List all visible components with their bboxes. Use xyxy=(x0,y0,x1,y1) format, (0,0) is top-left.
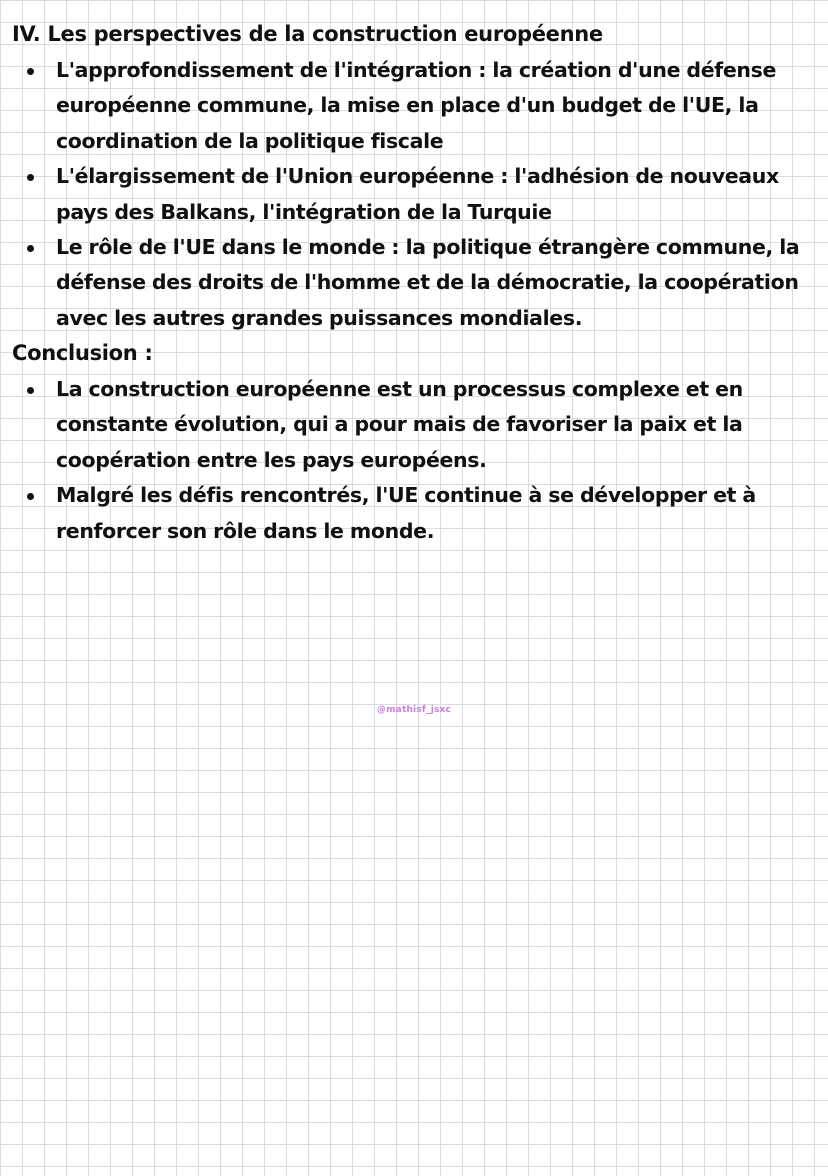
bullet-dot-icon xyxy=(27,174,34,181)
bullet-text: L'approfondissement de l'intégration : la création d'une défense européenne commune, la mise en place d'un budget de l'UE, la coordination de la politique fiscale xyxy=(56,58,777,153)
bullet-dot-icon xyxy=(27,68,34,75)
conclusion-bullet-2 xyxy=(0,478,828,549)
section-iv-bullet-3 xyxy=(0,230,828,336)
bullet-text: Malgré les défis rencontrés, l'UE continue à se développer et à renforcer son rôle dans le monde. xyxy=(56,483,756,543)
conclusion-title: Conclusion : xyxy=(12,341,153,365)
section-iv-title: IV. Les perspectives de la construction européenne xyxy=(12,22,603,46)
watermark-handle: @mathisf_jsxc xyxy=(376,705,452,715)
section-iv-bullet-2 xyxy=(0,159,828,230)
bullet-dot-icon xyxy=(27,245,34,252)
conclusion-bullet-1 xyxy=(0,372,828,478)
section-iv-bullet-list xyxy=(0,53,828,336)
conclusion-bullet-list xyxy=(0,372,828,549)
bullet-text: La construction européenne est un processus complexe et en constante évolution, qui a pour mais de favoriser la paix et la coopération entre les pays européens. xyxy=(56,377,743,472)
section-iv-bullet-1 xyxy=(0,53,828,159)
bullet-text: L'élargissement de l'Union européenne : l'adhésion de nouveaux pays des Balkans, l'intégration de la Turquie xyxy=(56,164,779,224)
bullet-text: Le rôle de l'UE dans le monde : la politique étrangère commune, la défense des droits de l'homme et de la démocratie, la coopération avec les autres grandes puissances mondiales. xyxy=(56,235,800,330)
bullet-dot-icon xyxy=(27,387,34,394)
bullet-dot-icon xyxy=(27,493,34,500)
